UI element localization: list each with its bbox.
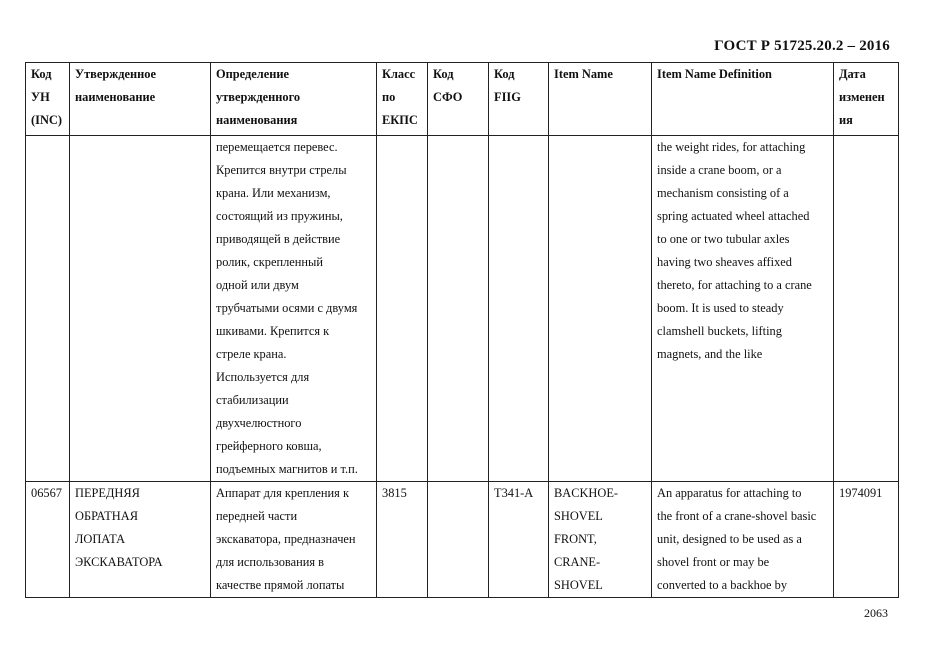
header-line: по [382, 90, 396, 104]
cell-line: приводящей в действие [216, 232, 341, 246]
classification-table [25, 62, 899, 598]
cell-line: shovel front or may be [657, 555, 770, 569]
cell-inc-code [26, 482, 70, 598]
cell-line: unit, designed to be used as a [657, 532, 802, 546]
cell-line: 3815 [382, 486, 407, 500]
cell-line: двухчелюстного [216, 416, 302, 430]
cell-inc-code [26, 136, 70, 482]
header-change-date [834, 63, 899, 136]
cell-line: ролик, скрепленный [216, 255, 324, 269]
header-item-name-definition [652, 63, 834, 136]
table-row [26, 136, 899, 482]
cell-line: стреле крана. [216, 347, 287, 361]
cell-approved-name [70, 482, 211, 598]
cell-line: стабилизации [216, 393, 289, 407]
cell-line: 06567 [31, 486, 62, 500]
cell-line: состоящий из пружины, [216, 209, 343, 223]
cell-line: thereto, for attaching to a crane [657, 278, 812, 292]
header-line: Код [494, 67, 515, 81]
cell-line: Используется для [216, 370, 310, 384]
cell-line: одной или двум [216, 278, 299, 292]
header-item-name [549, 63, 652, 136]
header-line: Дата [839, 67, 866, 81]
header-line: наименование [75, 90, 156, 104]
header-line: Item Name [554, 67, 613, 81]
cell-line: the weight rides, for attaching [657, 140, 806, 154]
header-approved-name [70, 63, 211, 136]
cell-item-name [549, 482, 652, 598]
header-line: Item Name Definition [657, 67, 772, 81]
page-number: 2063 [864, 606, 888, 620]
cell-line: перемещается перевес. [216, 140, 338, 154]
header-class-ekps [377, 63, 428, 136]
cell-line: для использования в [216, 555, 325, 569]
header-line: ия [839, 113, 853, 127]
cell-line: подъемных магнитов и т.п. [216, 462, 358, 476]
cell-line: SHOVEL [554, 578, 603, 592]
cell-line: ЭКСКАВАТОРА [75, 555, 163, 569]
cell-line: the front of a crane-shovel basic [657, 509, 817, 523]
cell-line: having two sheaves affixed [657, 255, 792, 269]
cell-line: экскаватора, предназначен [216, 532, 356, 546]
cell-definition [211, 482, 377, 598]
cell-line: Аппарат для крепления к [216, 486, 349, 500]
cell-line: трубчатыми осями с двумя [216, 301, 358, 315]
cell-approved-name [70, 136, 211, 482]
cell-item-name [549, 136, 652, 482]
cell-line: SHOVEL [554, 509, 603, 523]
cell-line: передней части [216, 509, 298, 523]
cell-change-date [834, 136, 899, 482]
cell-fiig-code [489, 136, 549, 482]
header-line: УН [31, 90, 50, 104]
cell-line: 1974091 [839, 486, 883, 500]
header-line: (INC) [31, 113, 62, 127]
header-line: Код [433, 67, 454, 81]
header-line: Класс [382, 67, 416, 81]
cell-line: шкивами. Крепится к [216, 324, 330, 338]
table-header-row [26, 63, 899, 136]
cell-line: качестве прямой лопаты [216, 578, 345, 592]
cell-item-name-definition [652, 136, 834, 482]
cell-line: грейферного ковша, [216, 439, 322, 453]
cell-item-name-definition [652, 482, 834, 598]
header-line: утвержденного [216, 90, 301, 104]
header-line: Код [31, 67, 52, 81]
header-line: ЕКПС [382, 113, 418, 127]
cell-line: An apparatus for attaching to [657, 486, 802, 500]
cell-line: ПЕРЕДНЯЯ [75, 486, 140, 500]
cell-fiig-code [489, 482, 549, 598]
cell-class-ekps [377, 136, 428, 482]
header-line: изменен [839, 90, 885, 104]
header-line: Определение [216, 67, 290, 81]
standard-title: ГОСТ Р 51725.20.2 – 2016 [714, 38, 890, 54]
cell-line: T341-A [494, 486, 534, 500]
cell-line: boom. It is used to steady [657, 301, 784, 315]
cell-line: Крепится внутри стрелы [216, 163, 347, 177]
cell-line: inside a crane boom, or a [657, 163, 782, 177]
cell-line: magnets, and the like [657, 347, 763, 361]
cell-line: spring actuated wheel attached [657, 209, 810, 223]
cell-line: FRONT, [554, 532, 597, 546]
header-fiig-code [489, 63, 549, 136]
cell-sfo-code [428, 136, 489, 482]
cell-line: CRANE- [554, 555, 601, 569]
cell-definition [211, 136, 377, 482]
cell-line: clamshell buckets, lifting [657, 324, 782, 338]
cell-line: ЛОПАТА [75, 532, 126, 546]
cell-line: mechanism consisting of a [657, 186, 789, 200]
cell-line: to one or two tubular axles [657, 232, 790, 246]
header-line: СФО [433, 90, 463, 104]
cell-class-ekps [377, 482, 428, 598]
header-line: FIIG [494, 90, 521, 104]
cell-line: converted to a backhoe by [657, 578, 788, 592]
cell-line: ОБРАТНАЯ [75, 509, 138, 523]
header-definition [211, 63, 377, 136]
cell-line: крана. Или механизм, [216, 186, 331, 200]
cell-line: BACKHOE- [554, 486, 619, 500]
header-inc-code [26, 63, 70, 136]
header-line: Утвержденное [75, 67, 156, 81]
header-line: наименования [216, 113, 298, 127]
table-row [26, 482, 899, 598]
cell-change-date [834, 482, 899, 598]
header-sfo-code [428, 63, 489, 136]
cell-sfo-code [428, 482, 489, 598]
